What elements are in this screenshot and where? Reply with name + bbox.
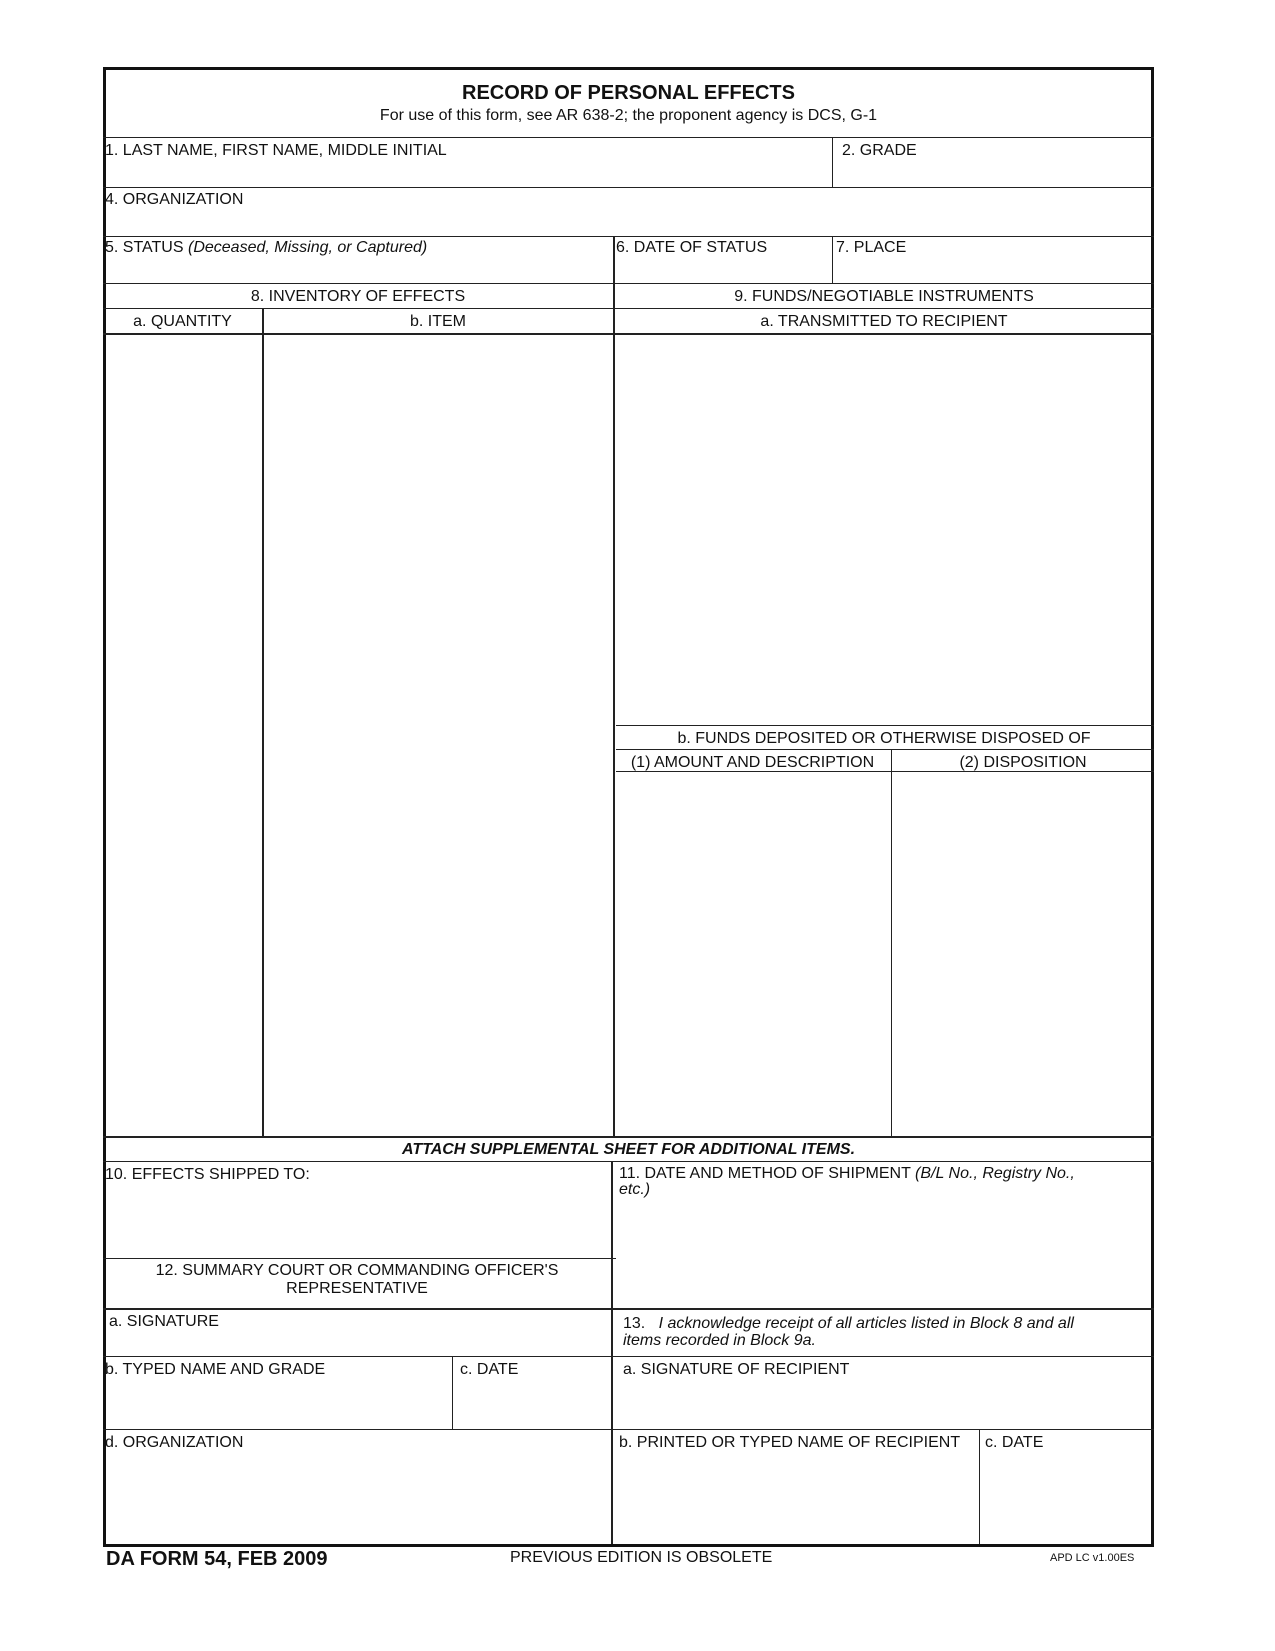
inventory-heading: 8. INVENTORY OF EFFECTS [250,288,466,305]
officer-heading [103,1262,611,1298]
place-field[interactable] [834,257,1152,282]
transmitted-header: a. TRANSMITTED TO RECIPIENT [760,313,1008,330]
divider [103,283,1154,284]
status-field[interactable] [104,257,611,282]
attach-note: ATTACH SUPPLEMENTAL SHEET FOR ADDITIONAL ITEMS. [401,1141,856,1158]
shipment-method-label [619,1166,1075,1198]
disposition-entry-area[interactable] [893,773,1152,1134]
divider [979,1429,980,1544]
divider [832,137,833,187]
recipient-date-field[interactable] [981,1453,1152,1543]
effects-shipped-field[interactable] [104,1185,609,1257]
officer-signature-field[interactable] [104,1331,609,1355]
status-label [105,238,427,257]
divider [103,1356,1154,1357]
date-of-status-field[interactable] [615,257,830,282]
divider [103,236,1154,237]
shipment-method-hint-cont: etc.) [619,1181,651,1198]
grade-field[interactable] [834,160,1152,186]
date-of-status-label: 6. DATE OF STATUS [616,239,768,256]
divider [611,1161,613,1544]
acknowledgement-number: 13. [623,1315,646,1332]
divider [103,187,1154,188]
divider [103,1429,1154,1430]
status-label-text: 5. STATUS [105,239,184,256]
version-note: APD LC v1.00ES [1050,1552,1135,1564]
divider [103,1136,1154,1138]
recipient-signature-label: a. SIGNATURE OF RECIPIENT [623,1361,850,1378]
divider [103,1258,616,1259]
organization-field[interactable] [104,209,1152,235]
transmitted-entry-area[interactable] [616,336,1152,723]
divider [103,137,1154,138]
divider [262,308,264,1136]
amount-description-entry-area[interactable] [616,773,890,1134]
last-name-field[interactable] [104,160,830,186]
form-identifier: DA FORM 54, FEB 2009 [106,1548,328,1570]
funds-deposited-header: b. FUNDS DEPOSITED OR OTHERWISE DISPOSED OF [677,730,1091,747]
divider [616,725,1154,726]
officer-heading-line1: 12. SUMMARY COURT OR COMMANDING OFFICER'S [155,1262,559,1279]
shipment-method-hint: (B/L No., Registry No., [915,1165,1075,1182]
divider [103,333,1154,335]
quantity-entry-area[interactable] [104,336,261,1134]
funds-heading: 9. FUNDS/NEGOTIABLE INSTRUMENTS [734,288,1034,305]
officer-signature-label: a. SIGNATURE [109,1313,219,1330]
officer-date-field[interactable] [454,1380,609,1428]
form-subtitle: For use of this form, see AR 638-2; the proponent agency is DCS, G-1 [379,107,878,124]
acknowledgement-line2: items recorded in Block 9a. [623,1332,816,1349]
officer-typed-name-field[interactable] [104,1380,450,1428]
place-label: 7. PLACE [836,239,907,256]
edition-note: PREVIOUS EDITION IS OBSOLETE [510,1549,773,1566]
divider [616,749,1154,750]
officer-organization-field[interactable] [104,1453,609,1543]
divider [103,1161,1154,1162]
quantity-column-header: a. QUANTITY [133,313,232,330]
item-column-header: b. ITEM [409,313,466,330]
divider [891,749,892,1136]
divider [103,1308,1154,1310]
item-entry-area[interactable] [265,336,611,1134]
form-title: RECORD OF PERSONAL EFFECTS [462,82,795,104]
recipient-date-label: c. DATE [985,1434,1044,1451]
recipient-name-field[interactable] [615,1453,977,1543]
officer-heading-line2: REPRESENTATIVE [286,1280,428,1297]
officer-organization-label: d. ORGANIZATION [105,1434,244,1451]
shipment-method-label-text: 11. DATE AND METHOD OF SHIPMENT [619,1165,911,1182]
officer-typed-name-label: b. TYPED NAME AND GRADE [105,1361,326,1378]
acknowledgement-text [623,1315,1074,1349]
recipient-name-label: b. PRINTED OR TYPED NAME OF RECIPIENT [619,1434,961,1451]
grade-label: 2. GRADE [842,142,917,159]
disposition-header: (2) DISPOSITION [959,754,1087,771]
divider [613,236,615,1136]
recipient-signature-field[interactable] [615,1380,1152,1428]
divider [103,308,1154,309]
effects-shipped-label: 10. EFFECTS SHIPPED TO: [105,1166,310,1183]
organization-label: 4. ORGANIZATION [105,191,244,208]
last-name-label: 1. LAST NAME, FIRST NAME, MIDDLE INITIAL [105,142,447,159]
status-hint: (Deceased, Missing, or Captured) [187,239,428,256]
acknowledgement-line1: I acknowledge receipt of all articles listed in Block 8 and all [658,1315,1074,1332]
officer-date-label: c. DATE [460,1361,519,1378]
divider [832,236,833,283]
divider [452,1356,453,1429]
amount-description-header: (1) AMOUNT AND DESCRIPTION [630,754,875,771]
shipment-method-field[interactable] [615,1200,1152,1306]
